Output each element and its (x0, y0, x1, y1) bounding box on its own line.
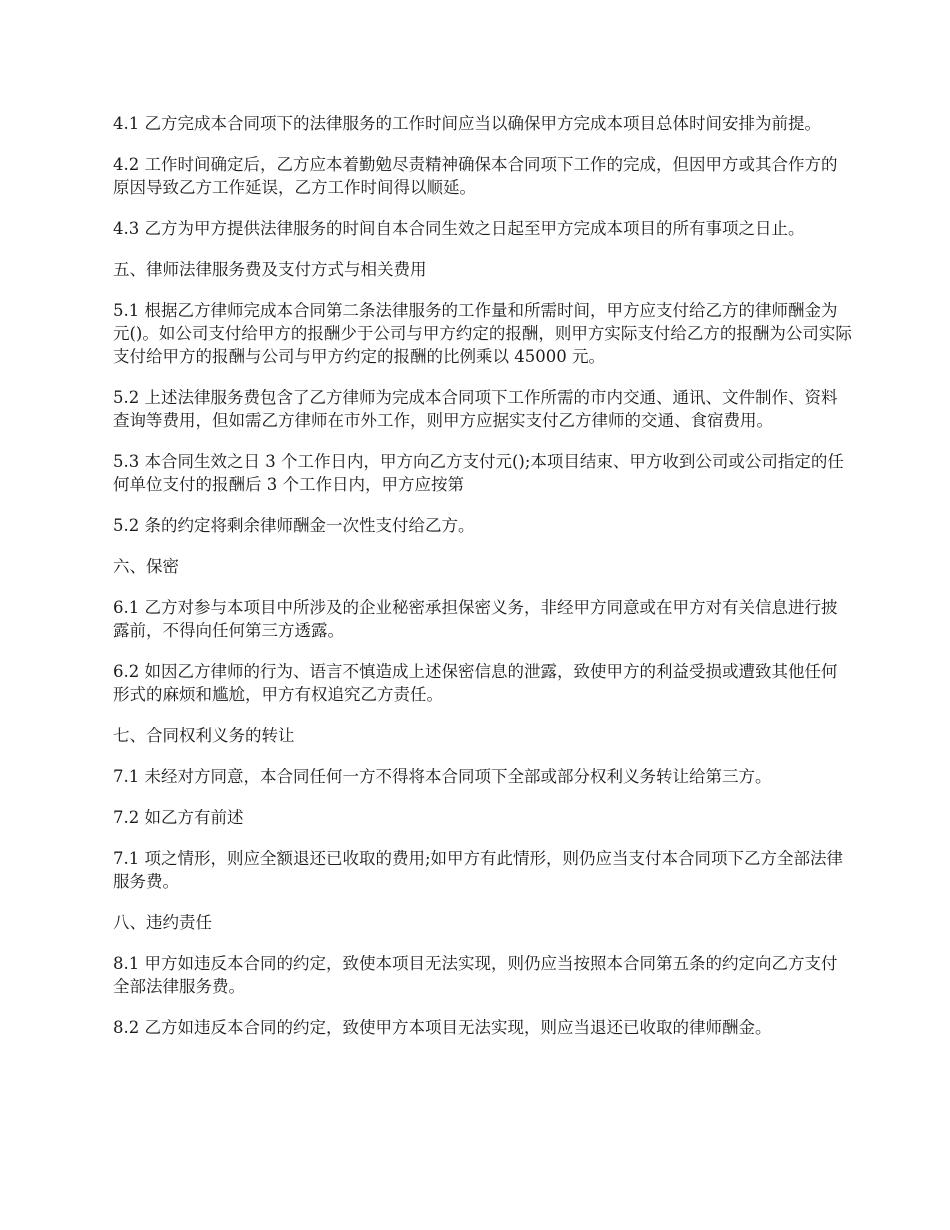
document-body (113, 112, 853, 1057)
section-heading-6: 六、保密 (113, 557, 179, 576)
clause-7-1: 7.1 未经对方同意，本合同任何一方不得将本合同项下全部或部分权利义务转让给第三方。 (113, 767, 772, 786)
clause-5-2: 5.2 上述法律服务费包含了乙方律师为完成本合同项下工作所需的市内交通、通讯、文件制作、资料查询等费用，但如需乙方律师在市外工作，则甲方应据实支付乙方律师的交通、食宿费用。 (113, 388, 838, 430)
clause-5-3-continued: 5.2 条的约定将剩余律师酬金一次性支付给乙方。 (113, 516, 475, 535)
clause-6-2: 6.2 如因乙方律师的行为、语言不慎造成上述保密信息的泄露，致使甲方的利益受损或遭致其他任何形式的麻烦和尴尬，甲方有权追究乙方责任。 (113, 662, 838, 704)
clause-7-2-continued: 7.1 项之情形，则应全额退还已收取的费用;如甲方有此情形，则仍应当支付本合同项下乙方全部法律服务费。 (113, 849, 844, 891)
section-heading-8: 八、违约责任 (113, 913, 212, 932)
clause-8-1: 8.1 甲方如违反本合同的约定，致使本项目无法实现，则仍应当按照本合同第五条的约定向乙方支付全部法律服务费。 (113, 954, 838, 996)
clause-8-2: 8.2 乙方如违反本合同的约定，致使甲方本项目无法实现，则应当退还已收取的律师酬金。 (113, 1018, 772, 1037)
section-heading-7: 七、合同权利义务的转让 (113, 726, 295, 745)
clause-7-2: 7.2 如乙方有前述 (113, 808, 244, 827)
clause-5-1: 5.1 根据乙方律师完成本合同第二条法律服务的工作量和所需时间，甲方应支付给乙方的律师酬金为元()。如公司支付给甲方的报酬少于公司与甲方约定的报酬，则甲方实际支付给乙方的报酬为公司实际支付给甲方的报酬与公司与甲方约定的报酬的比例乘以 45000 元。 (113, 301, 852, 366)
clause-4-3: 4.3 乙方为甲方提供法律服务的时间自本合同生效之日起至甲方完成本项目的所有事项之日止。 (113, 219, 805, 238)
section-heading-5: 五、律师法律服务费及支付方式与相关费用 (113, 260, 427, 279)
clause-4-2: 4.2 工作时间确定后，乙方应本着勤勉尽责精神确保本合同项下工作的完成，但因甲方或其合作方的原因导致乙方工作延误，乙方工作时间得以顺延。 (113, 155, 838, 197)
clause-5-3: 5.3 本合同生效之日 3 个工作日内，甲方向乙方支付元();本项目结束、甲方收到公司或公司指定的任何单位支付的报酬后 3 个工作日内，甲方应按第 (113, 452, 844, 494)
clause-4-1: 4.1 乙方完成本合同项下的法律服务的工作时间应当以确保甲方完成本项目总体时间安排为前提。 (113, 114, 821, 133)
clause-6-1: 6.1 乙方对参与本项目中所涉及的企业秘密承担保密义务，非经甲方同意或在甲方对有关信息进行披露前，不得向任何第三方透露。 (113, 598, 838, 640)
